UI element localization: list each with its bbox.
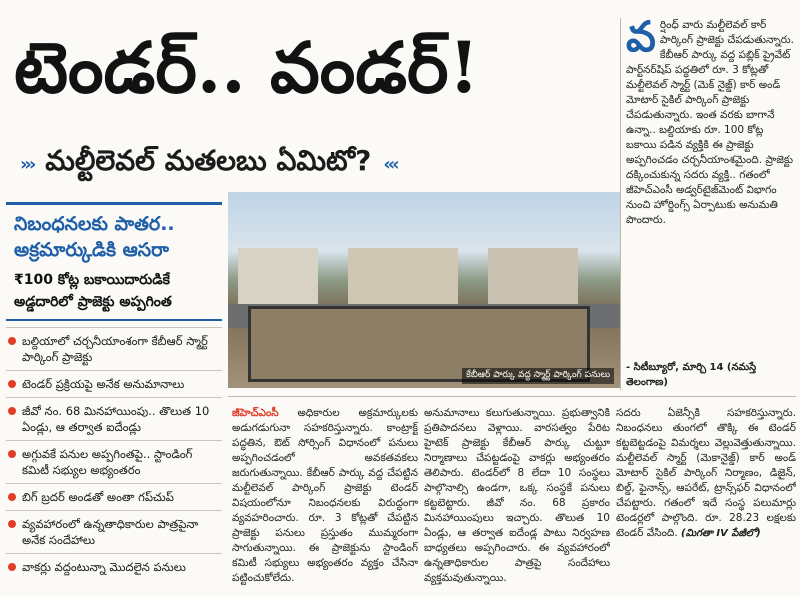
callout-line-3: ₹100 కోట్ల బకాయిదారుడికే <box>14 272 170 288</box>
body-text: అధికారుల అక్రమార్కులకు అడుగడుగునా సహకరిస్తున్నారు. కాంట్రాక్ట్ పద్ధతిన, ఔట్ సోర్సింగ్ విధానంలో పనులు అప్పగించడంలో అవకతవకలు జరుగుతున్నాయి. కేబీఆర్ పార్కు వద్ద చేపట్టిన మల్టీలెవల్ పార్కింగ్ ప్రాజెక్టు టెండర్ విషయంలోనూ నిబంధనలకు విరుద్ధంగా వ్యవహరించారు. రూ. 3 కోట్లతో చేపట్టిన ప్రాజెక్టు పనులు ప్రస్తుతం ముమ్మరంగా సాగుతున్నాయి. ఈ ప్రాజెక్టును స్టాండింగ్ కమిటీ సభ్యులు అభ్యంతరం వ్యక్తం చేసినా పట్టించుకోలేదు. <box>232 407 418 584</box>
bullet-item: వ్యవహారంలో ఉన్నతాధికారుల పాత్రపైనా అనేక సందేహాలు <box>6 510 222 553</box>
dropcap: వ <box>626 18 656 61</box>
callout-box <box>6 202 222 321</box>
bullet-item: టెండర్ ప్రక్రియపై అనేక అనుమానాలు <box>6 370 222 397</box>
right-column-article <box>626 18 794 390</box>
bullet-item: బల్దియాలో చర్చనీయాంశంగా కేబీఆర్ స్మార్ట్ పార్కింగ్ ప్రాజెక్టు <box>6 327 222 370</box>
subheadline-bar <box>20 140 620 188</box>
highlights-sidebar <box>0 192 228 596</box>
body-text: సదరు ఏజెన్సీకి సహకరిస్తున్నారు. నిబంధనలు తుంగలో తొక్కి ఈ టెండర్ కట్టబెట్టడంపై విమర్శలు వెల్లువెత్తుతున్నాయి. మల్టీలెవల్ స్మార్ట్ (మెకానైజ్డ్) కార్ అండ్ మోటార్ సైకిల్ పార్కింగ్ నిర్మాణం, డిజైన్, బిల్డ్, ఫైనాన్స్, ఆపరేట్, ట్రాన్స్‌ఫర్ విధానంలో చేపట్టారు. గతంలో ఇదే సంస్థ పలుమార్లు టెండర్లలో పాల్గొంది. రూ. 28.23 లక్షలకు టెండర్ వేసింది. <box>616 407 796 539</box>
body-column-2 <box>424 406 610 592</box>
chevrons-right-icon: ‹‹‹ <box>383 153 397 175</box>
highlight-bullets <box>0 327 228 580</box>
body-column-3 <box>616 406 796 592</box>
callout-line-4: అడ్డదారిలో ప్రాజెక్టు అప్పగింత <box>14 294 172 310</box>
building-shape <box>488 248 578 308</box>
subheadline: మల్టీలెవల్ మతలబు ఏమిటో? <box>45 144 372 177</box>
body-text: అనుమానాలు కలుగుతున్నాయి. ప్రభుత్వానికి ప్రతిపాదనలు వెళ్లాయి. వారసత్వం పేరిట హైటెక్ ప్రాజెక్టు కేబీఆర్ పార్కు చుట్టూ నిర్మాణాలు చేపట్టడంపై వాకర్లు అభ్యంతరం తెలిపారు. టెండర్‌లో 8 లేదా 10 సంస్థలు పాల్గొనాల్సి ఉండగా, ఒక్క సంస్థకే పనులు కట్టబెట్టారు. జీవో నం. 68 ప్రకారం మినహాయింపులు ఇచ్చారు. తొలుత 10 ఏండ్లు, ఆ తర్వాత ఐదేండ్ల పాటు నిర్వహణ బాధ్యతలు అప్పగించారు. ఈ వ్యవహారంలో ఉన్నతాధికారుల పాత్రపై సందేహాలు వ్యక్తమవుతున్నాయి. <box>424 407 610 584</box>
building-shape <box>348 248 458 308</box>
chevrons-left-icon: ››› <box>20 153 34 175</box>
bullet-item: వాకర్లు వద్దంటున్నా మొదలైన పనులు <box>6 553 222 580</box>
bullet-item: జీవో నం. 68 మినహాయింపు.. తొలుత 10 ఏండ్లు, ఆ తర్వాత ఐదేండ్లు <box>6 397 222 440</box>
column-divider <box>620 18 621 390</box>
bullet-item: బిగ్ బ్రదర్ అండతో అంతా గప్‌చుప్ <box>6 483 222 510</box>
callout-line-1: నిబంధనలకు పాతర.. <box>14 213 175 235</box>
construction-photo <box>228 192 620 388</box>
right-column-text: ర్షింధ్ వారు మల్టీలెవల్ కార్ పార్కింగ్ ప్రాజెక్టు చేపడుతున్నారు. కేబీఆర్ పార్కు వద్ద పబ్లిక్ ప్రైవేట్ పార్ట్‌నర్‌షిప్ పద్ధతిలో రూ. 3 కోట్లతో మల్టీలెవల్ స్మార్ట్ (మెక్ నైజ్డ్) కార్ అండ్ మోటార్ సైకిల్ పార్కింగ్ ప్రాజెక్టు చేపడుతున్నారు. ఇంత వరకు బాగానే ఉన్నా.. బల్దియాకు రూ. 100 కోట్ల బకాయి పడిన వ్యక్తికి ఈ ప్రాజెక్టు అప్పగించడం చర్చనీయాంశమైంది. ప్రాజెక్టు దక్కించుకున్న సదరు వ్యక్తి.. గతంలో జీహెచ్ఎంసీ అడ్వర్‌టైజ్‌మెంట్ విభాగం నుంచి హోర్డింగ్స్ ఏర్పాటుకు అనుమతి పొందారు. <box>626 19 794 226</box>
continuation-note: (మిగతా IV పేజీలో) <box>681 528 761 539</box>
body-column-1 <box>232 406 418 592</box>
lead-word: జీహెచ్ఎంసీ <box>232 407 279 419</box>
dateline: - సిటీబ్యూరో, మార్చి 14 (నమస్తే తెలంగాణ) <box>626 362 757 388</box>
callout-line-2: అక్రమార్కుడికి ఆసరా <box>14 239 169 261</box>
bullet-item: అగ్గువకే పనుల అప్పగింతపై.. స్టాండింగ్ కమిటీ సభ్యుల అభ్యంతరం <box>6 440 222 483</box>
photo-caption: కేబీఆర్ పార్కు వద్ద స్మార్ట్ పార్కింగ్ పనులు <box>462 368 614 384</box>
section-rule <box>228 396 796 397</box>
headline: టెండర్.. వండర్! <box>14 26 480 109</box>
building-shape <box>238 248 318 308</box>
